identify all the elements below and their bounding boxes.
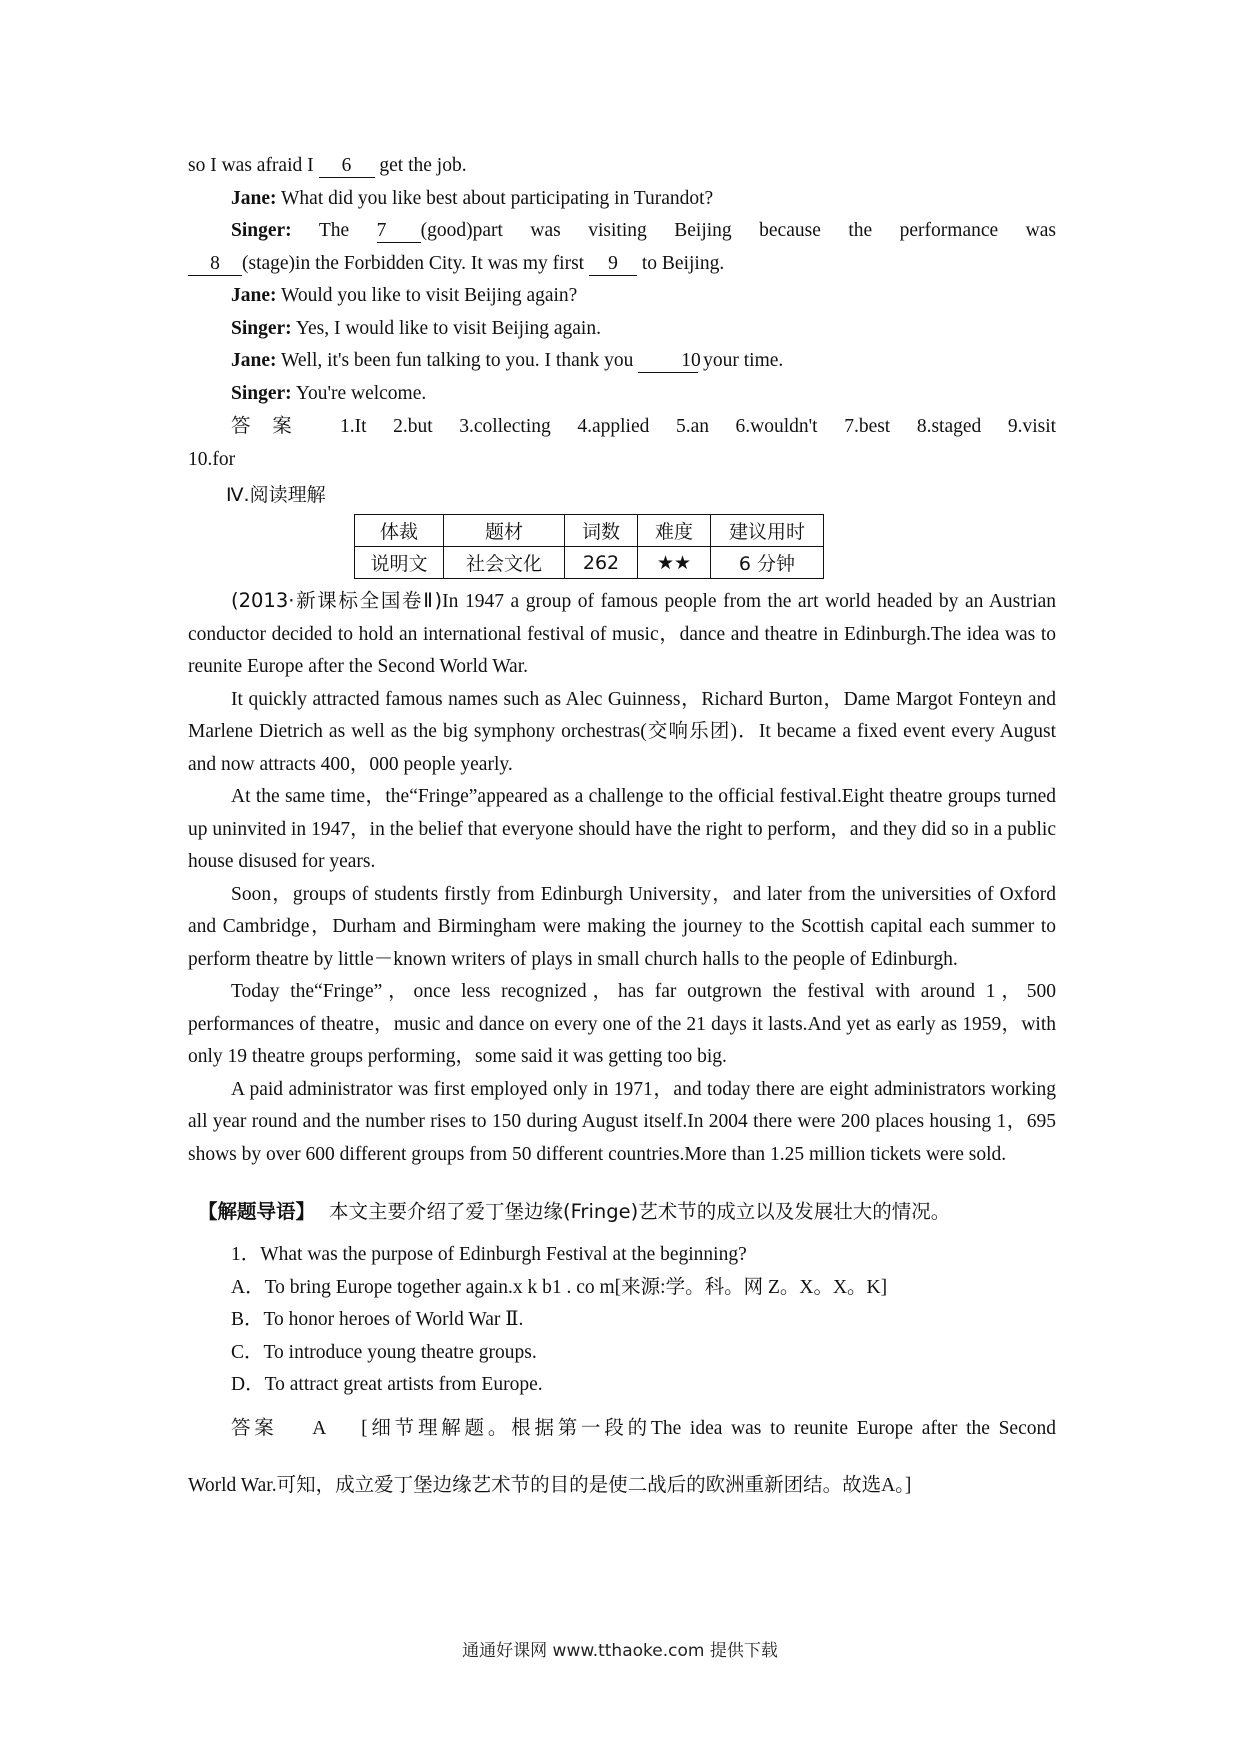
blank-7: 7 (377, 220, 421, 243)
footer-watermark: 通通好课网 www.tthaoke.com 提供下载 (462, 1641, 778, 1661)
meta-header-cell: 建议用时 (711, 515, 824, 547)
answer-item: 6.wouldn't (735, 416, 818, 437)
answer-item: 5.an (675, 416, 709, 437)
passage-source: (2013·新课标全国卷Ⅱ) (231, 589, 443, 612)
word: Beijing (674, 220, 732, 241)
dialogue-line-6 (188, 313, 1056, 346)
paragraph-text: In 1947 a group of famous people from the art world headed by an Austrian conductor decided to hold an international festival of music，dance and theatre in Edinburgh.The idea was to reunite Europe after the Second World War. (188, 591, 1057, 677)
answer-item: 1.It (339, 416, 367, 437)
answer-item: 10.for (188, 448, 236, 470)
passage-paragraph-6: A paid administrator was first employed only in 1971，and today there are eight administrators working all year round and the number rises to 150 during August itself.In 2004 there were 200 places housing 1，695 shows by over 600 different groups from 50 different countries.More than 1.25 million tickets were sold. (188, 1078, 1056, 1165)
word: (good)part (420, 220, 503, 241)
document-page (188, 150, 1056, 1503)
question-option-a: A．To bring Europe together again.x k b1 . co m[来源:学。科。网 Z。X。X。K] (231, 1276, 888, 1298)
answer-label: 答案 (231, 414, 314, 437)
dialogue-line-1 (188, 150, 1056, 183)
word: visiting (588, 220, 647, 241)
passage-paragraph-3: At the same time，the“Fringe”appeared as a challenge to the official festival.Eight theatre groups turned up uninvited in 1947，in the belief that everyone should have the right to perform，and they did so in a public house disused for years. (188, 786, 1056, 872)
dialogue-line-7 (188, 345, 1056, 378)
text-segment: (stage)in the Forbidden City. It was my first (242, 252, 589, 274)
explanation-text: [细节理解题。根据第一段的The idea was to reunite Europe after the Second (361, 1417, 1056, 1439)
passage-paragraph-4: Soon，groups of students firstly from Edinburgh University，and later from the universities of Oxford and Cambridge，Durham and Birmingham were making the journey to the Scottish capital each summer to perform theatre by little－known writers of plays in small church halls to the people of Edinburgh. (188, 883, 1056, 970)
speaker-jane: Jane: (231, 285, 277, 306)
dialogue-line-4 (188, 248, 1056, 281)
word: was (1025, 220, 1056, 241)
meta-value-cell: ★★ (638, 547, 711, 579)
answer-explanation-line-1 (188, 1412, 1056, 1446)
text-segment: your time. (698, 350, 784, 371)
meta-value-cell: 262 (565, 547, 638, 579)
solving-guide (198, 1195, 1056, 1229)
blank-9: 9 (589, 253, 637, 276)
meta-table-value-row (355, 547, 824, 579)
question-stem: 1．What was the purpose of Edinburgh Festival at the beginning? (231, 1244, 747, 1265)
answer-label: 答案 (231, 1415, 278, 1439)
question-option-d: D．To attract great artists from Europe. (231, 1374, 543, 1395)
meta-header-cell: 体裁 (355, 515, 444, 547)
passage-paragraph-1 (188, 585, 1056, 684)
question-option-c: C．To introduce young theatre groups. (231, 1341, 537, 1363)
speaker-jane: Jane: (231, 187, 277, 209)
blank-10: 10 (638, 350, 698, 373)
answer-item: 8.staged (916, 416, 982, 437)
meta-table (354, 514, 824, 579)
speaker-jane: Jane: (231, 350, 277, 371)
guide-text: 本文主要介绍了爱丁堡边缘(Fringe)艺术节的成立以及发展壮大的情况。 (329, 1200, 951, 1223)
speaker-singer: Singer: (231, 382, 292, 404)
meta-value-cell: 说明文 (355, 547, 444, 579)
word: The (318, 220, 350, 241)
meta-value-cell: 6 分钟 (711, 547, 824, 579)
guide-tag: 【解题导语】 (198, 1200, 316, 1223)
meta-header-cell: 词数 (565, 515, 638, 547)
answer-item: 2.but (393, 416, 433, 437)
text-segment: so I was afraid I (188, 155, 319, 176)
answer-item: 3.collecting (459, 416, 551, 437)
passage-paragraph-5: Today the“Fringe”，once less recognized，has far outgrown the festival with around 1，500 performances of theatre，music and dance on every one of the 21 days it lasts.And yet as early as 1959，with only 19 theatre groups performing，some said it was getting too big. (188, 981, 1056, 1067)
word: performance (899, 220, 999, 241)
answer-item: 9.visit (1007, 416, 1057, 437)
dialogue-line-8 (188, 378, 1056, 411)
utterance: You're welcome. (291, 382, 427, 404)
meta-header-cell: 题材 (444, 515, 565, 547)
section-title: Ⅳ.阅读理解 (226, 484, 326, 506)
dialogue-line-2 (188, 183, 1056, 216)
meta-header-cell: 难度 (638, 515, 711, 547)
text-segment: get the job. (374, 155, 467, 176)
dialogue-line-3 (188, 215, 1056, 248)
word: because (759, 220, 821, 241)
speaker-singer: Singer: (231, 317, 292, 339)
dialogue-line-5 (188, 280, 1056, 313)
text-segment: to Beijing. (636, 252, 725, 274)
answers-line (188, 410, 1056, 444)
answer-item: 4.applied (577, 416, 650, 437)
utterance: What did you like best about participating in Turandot? (276, 187, 714, 209)
meta-value-cell: 社会文化 (444, 547, 565, 579)
blank-6: 6 (319, 155, 375, 178)
utterance: Yes, I would like to visit Beijing again. (291, 317, 601, 339)
speaker-singer: Singer: (231, 220, 292, 241)
passage-paragraph-2: It quickly attracted famous names such as Alec Guinness，Richard Burton，Dame Margot Fonteyn and Marlene Dietrich as well as the big symphony orchestras(交响乐团)．It became a fixed event every August and now attracts 400，000 people yearly. (188, 688, 1056, 775)
answer-choice: A (312, 1417, 327, 1439)
word: the (848, 220, 873, 241)
word: was (530, 220, 561, 241)
answers-line-2 (188, 444, 1056, 477)
answer-item: 7.best (844, 416, 891, 437)
text-segment: Well, it's been fun talking to you. I thank you (276, 350, 639, 371)
meta-table-header-row (355, 515, 824, 547)
utterance: Would you like to visit Beijing again? (276, 285, 578, 306)
answer-explanation-line-2: World War.可知，成立爱丁堡边缘艺术节的目的是使二战后的欧洲重新团结。故选A。] (188, 1475, 912, 1496)
blank-8: 8 (188, 253, 242, 276)
question-option-b: B．To honor heroes of World War Ⅱ. (231, 1309, 524, 1330)
